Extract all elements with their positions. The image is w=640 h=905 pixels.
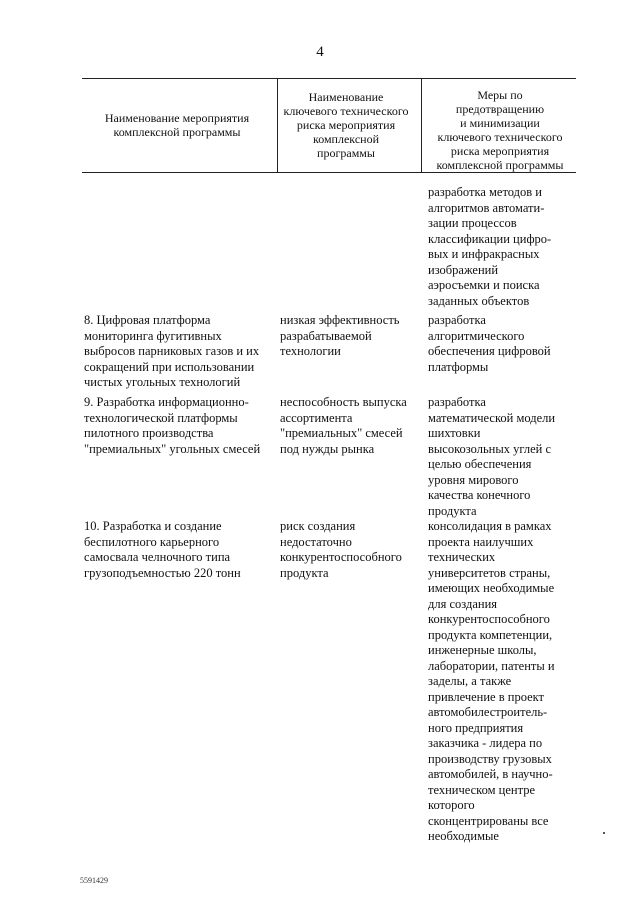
header-measures: Меры по предотвращению и минимизации ключевого технического риска мероприятия комплексной программы <box>436 88 564 172</box>
header-activity: Наименование мероприятия комплексной программы <box>104 111 250 139</box>
row-9-measures: разработка математической модели шихтовки высокозольных углей с целью обеспечения уровня мирового качества конечного продукта <box>428 395 556 518</box>
footer-code: 5591429 <box>80 876 108 885</box>
row-9-risk: неспособность выпуска ассортимента "премиальных" смесей под нужды рынка <box>280 395 407 456</box>
row-10-measures: консолидация в рамках проекта наилучших технических университетов страны, имеющих необходимые для создания конкурентоспособного продукта компетенции, инженерные школы, лаборатории, патенты и заделы, а также привлечение в проект автомобилестроитель- ного предприятия заказчика - лидера по производству грузовых автомобилей, в научно- техническом центре которого сконцентрированы все необходимые <box>428 519 555 843</box>
row-10-risk: риск создания недостаточно конкурентоспособного продукта <box>280 519 402 580</box>
continuation-measures: разработка методов и алгоритмов автомати- зации процессов классификации цифро- вых и инфракрасных изображений аэросъемки и поиска заданных объектов <box>428 185 552 308</box>
header-risk: Наименование ключевого технического риска мероприятия комплексной программы <box>283 90 409 160</box>
page-number: 4 <box>316 44 324 60</box>
row-8-measures: разработка алгоритмического обеспечения цифровой платформы <box>428 313 551 374</box>
scan-speck <box>603 832 605 834</box>
table-header <box>82 78 576 174</box>
row-10-activity: 10. Разработка и создание беспилотного карьерного самосвала челночного типа грузоподъемностью 220 тонн <box>84 519 241 580</box>
row-9-activity: 9. Разработка информационно- технологической платформы пилотного производства "премиальных" угольных смесей <box>84 395 261 456</box>
row-8-risk: низкая эффективность разрабатываемой технологии <box>280 313 400 358</box>
row-8-activity: 8. Цифровая платформа мониторинга фугитивных выбросов парниковых газов и их сокращений при использовании чистых угольных технологий <box>84 313 260 389</box>
